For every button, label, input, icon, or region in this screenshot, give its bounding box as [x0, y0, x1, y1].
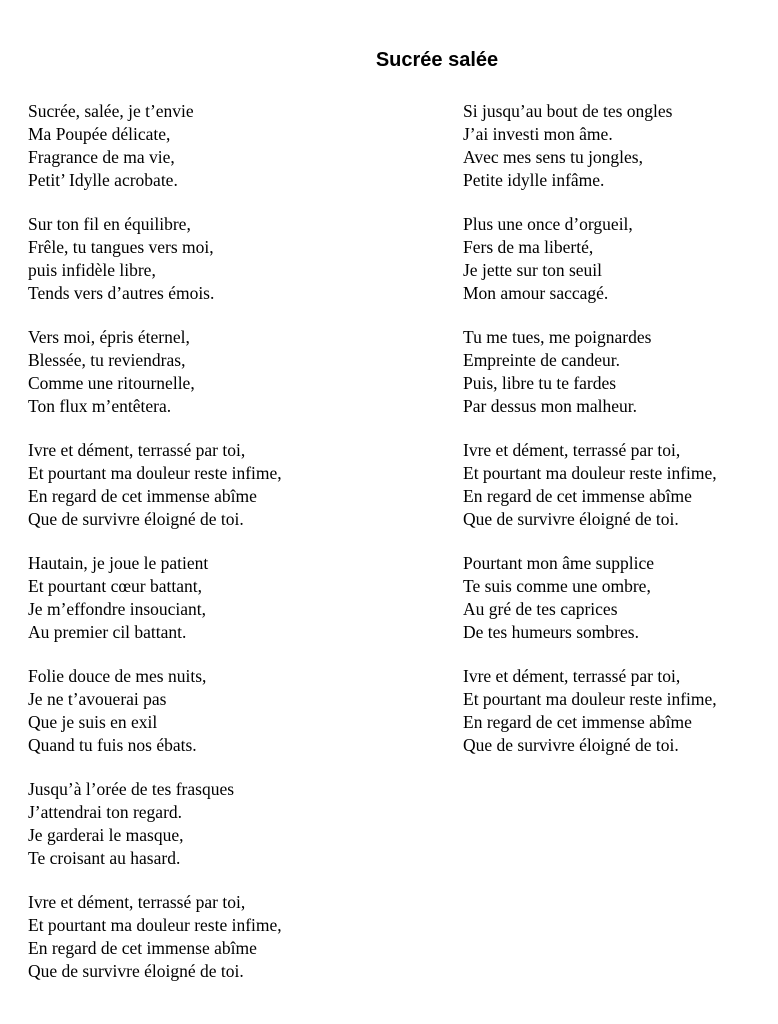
poem-line: Je m’effondre insouciant,: [28, 599, 207, 619]
poem-line: Si jusqu’au bout de tes ongles: [463, 101, 673, 121]
poem-line: Ivre et dément, terrassé par toi,: [463, 666, 681, 686]
right-column: [463, 100, 773, 778]
poem-line: J’ai investi mon âme.: [463, 124, 613, 144]
poem-line: Ivre et dément, terrassé par toi,: [463, 440, 681, 460]
poem-line: Hautain, je joue le patient: [28, 553, 209, 573]
poem-line: Pourtant mon âme supplice: [463, 553, 655, 573]
stanza: [463, 439, 773, 531]
poem-line: Quand tu fuis nos ébats.: [28, 735, 197, 755]
poem-line: Au premier cil battant.: [28, 622, 187, 642]
poem-line: En regard de cet immense abîme: [463, 486, 692, 506]
stanza: [28, 665, 448, 757]
poem-line: En regard de cet immense abîme: [463, 712, 692, 732]
poem-line: Te croisant au hasard.: [28, 848, 181, 868]
poem-line: Et pourtant ma douleur reste infime,: [28, 463, 282, 483]
poem-line: J’attendrai ton regard.: [28, 802, 183, 822]
poem-line: En regard de cet immense abîme: [28, 938, 257, 958]
poem-line: Ivre et dément, terrassé par toi,: [28, 440, 246, 460]
poem-line: Avec mes sens tu jongles,: [463, 147, 643, 167]
poem-line: Tu me tues, me poignardes: [463, 327, 652, 347]
poem-line: Comme une ritournelle,: [28, 373, 195, 393]
stanza: [28, 439, 448, 531]
poem-line: Je jette sur ton seuil: [463, 260, 603, 280]
poem-line: Petit’ Idylle acrobate.: [28, 170, 178, 190]
poem-line: Tends vers d’autres émois.: [28, 283, 215, 303]
poem-line: Ton flux m’entêtera.: [28, 396, 172, 416]
poem-line: Ivre et dément, terrassé par toi,: [28, 892, 246, 912]
stanza: [28, 778, 448, 870]
stanza: [28, 891, 448, 983]
stanza: [28, 100, 448, 192]
poem-line: Et pourtant ma douleur reste infime,: [463, 689, 717, 709]
poem-title: Sucrée salée: [375, 49, 499, 71]
stanza: [28, 552, 448, 644]
poem-line: Et pourtant cœur battant,: [28, 576, 202, 596]
stanza: [28, 326, 448, 418]
stanza: [463, 326, 773, 418]
poem-line: Que de survivre éloigné de toi.: [28, 509, 244, 529]
poem-line: Au gré de tes caprices: [463, 599, 618, 619]
stanza: [463, 100, 773, 192]
poem-line: Je garderai le masque,: [28, 825, 184, 845]
left-column: [28, 100, 448, 1004]
poem-line: Blessée, tu reviendras,: [28, 350, 186, 370]
stanza: [463, 552, 773, 644]
poem-line: Petite idylle infâme.: [463, 170, 605, 190]
poem-line: Te suis comme une ombre,: [463, 576, 651, 596]
poem-line: En regard de cet immense abîme: [28, 486, 257, 506]
poem-line: Frêle, tu tangues vers moi,: [28, 237, 214, 257]
poem-line: De tes humeurs sombres.: [463, 622, 639, 642]
stanza: [28, 213, 448, 305]
stanza: [463, 665, 773, 757]
poem-line: Fers de ma liberté,: [463, 237, 594, 257]
poem-line: Sucrée, salée, je t’envie: [28, 101, 194, 121]
poem-line: Que de survivre éloigné de toi.: [463, 509, 679, 529]
poem-line: Et pourtant ma douleur reste infime,: [28, 915, 282, 935]
poem-line: Je ne t’avouerai pas: [28, 689, 167, 709]
poem-line: Sur ton fil en équilibre,: [28, 214, 191, 234]
poem-line: Jusqu’à l’orée de tes frasques: [28, 779, 235, 799]
stanza: [463, 213, 773, 305]
poem-line: Ma Poupée délicate,: [28, 124, 171, 144]
poem-line: Empreinte de candeur.: [463, 350, 620, 370]
poem-line: Par dessus mon malheur.: [463, 396, 638, 416]
poem-line: Folie douce de mes nuits,: [28, 666, 207, 686]
poem-line: Plus une once d’orgueil,: [463, 214, 633, 234]
poem-line: Mon amour saccagé.: [463, 283, 609, 303]
poem-line: Et pourtant ma douleur reste infime,: [463, 463, 717, 483]
poem-line: Puis, libre tu te fardes: [463, 373, 617, 393]
poem-line: puis infidèle libre,: [28, 260, 156, 280]
poem-line: Fragrance de ma vie,: [28, 147, 175, 167]
poem-line: Que je suis en exil: [28, 712, 158, 732]
poem-line: Vers moi, épris éternel,: [28, 327, 190, 347]
poem-line: Que de survivre éloigné de toi.: [463, 735, 679, 755]
poem-line: Que de survivre éloigné de toi.: [28, 961, 244, 981]
